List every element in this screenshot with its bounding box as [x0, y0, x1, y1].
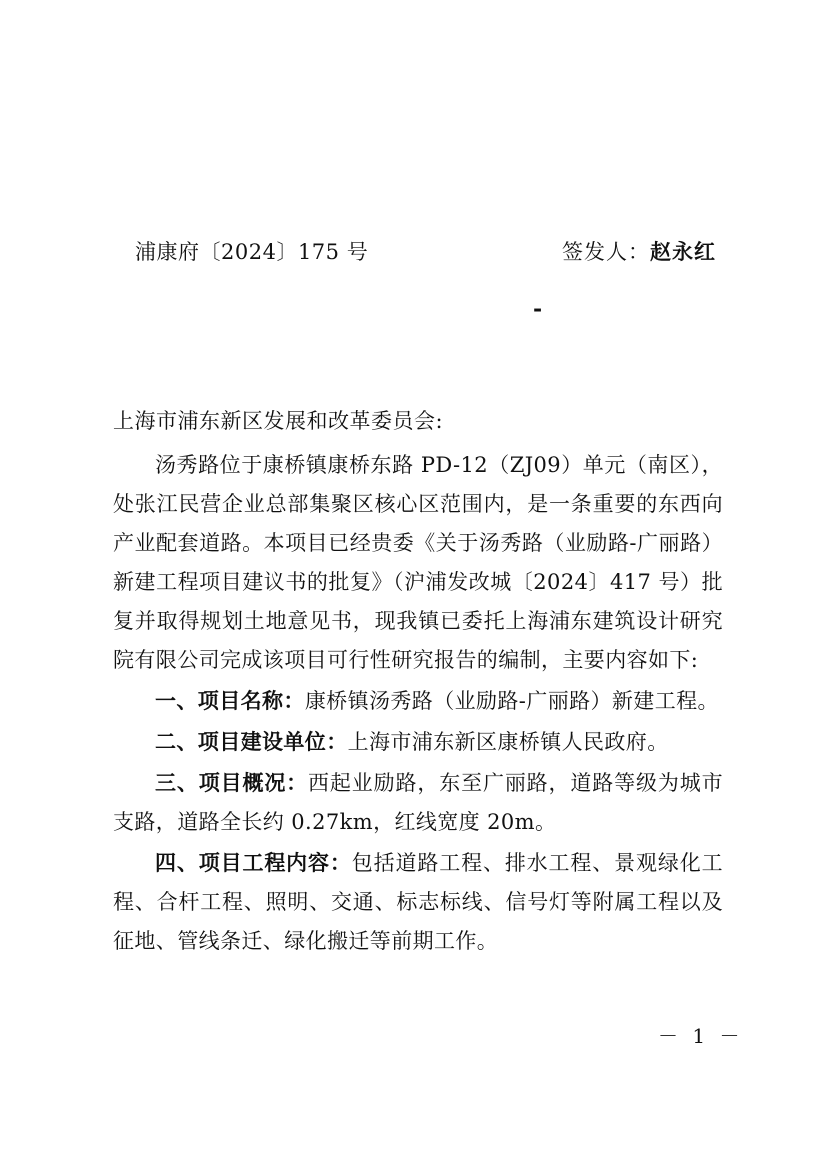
signer-name: 赵永红 — [650, 239, 716, 264]
signer-line — [562, 236, 716, 266]
item-4-paragraph — [113, 844, 723, 961]
item-1-label: 一、项目名称： — [155, 689, 305, 713]
item-3-paragraph — [113, 764, 723, 842]
addressee: 上海市浦东新区发展和改革委员会: — [113, 409, 444, 433]
header-dash: - — [533, 296, 543, 322]
item-2-label: 二、项目建设单位： — [155, 730, 348, 754]
document-body — [113, 446, 723, 961]
signer-label: 签发人： — [562, 240, 650, 264]
item-4-text: 包括道路工程、排水工程、景观绿化工程、合杆工程、照明、交通、标志标线、信号灯等附属工程以及征地、管线条迁、绿化搬迁等前期工作。 — [113, 851, 723, 953]
document-number: 浦康府〔2024〕175 号 — [135, 240, 369, 264]
item-3-text: 西起业励路，东至广丽路，道路等级为城市支路，道路全长约 0.27km，红线宽度 20m。 — [113, 771, 723, 834]
item-3-label: 三、项目概况： — [155, 771, 309, 795]
item-4-label: 四、项目工程内容： — [155, 851, 352, 875]
page-number: － 1 － — [658, 1024, 744, 1048]
item-2-text: 上海市浦东新区康桥镇人民政府。 — [347, 730, 669, 754]
item-1-paragraph — [113, 682, 723, 721]
item-1-text: 康桥镇汤秀路（业励路-广丽路）新建工程。 — [304, 689, 719, 713]
intro-paragraph: 汤秀路位于康桥镇康桥东路 PD-12（ZJ09）单元（南区），处张江民营企业总部集聚区核心区范围内，是一条重要的东西向产业配套道路。本项目已经贵委《关于汤秀路（业励路-广丽路）新建工程项目建议书的批复》（沪浦发改城〔2024〕417 号）批复并取得规划土地意见书，现我镇已委托上海浦东建筑设计研究院有限公司完成该项目可行性研究报告的编制，主要内容如下: — [113, 453, 723, 672]
item-2-paragraph — [113, 723, 723, 762]
